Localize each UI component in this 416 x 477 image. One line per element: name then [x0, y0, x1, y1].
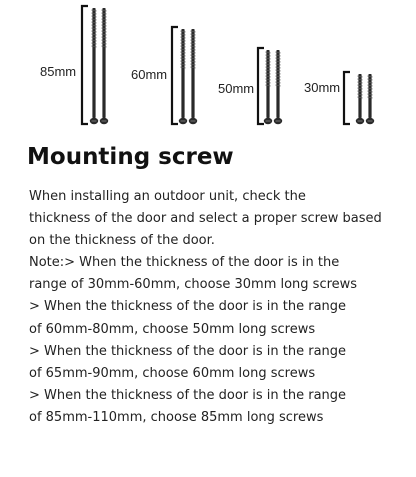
screw-label-50mm: 50mm	[218, 81, 255, 96]
description-line: of 65mm-90mm, choose 60mm long screws	[29, 365, 316, 381]
screw-icon	[366, 74, 374, 124]
bracket-icon	[172, 27, 178, 124]
screw-label-30mm: 30mm	[304, 80, 341, 95]
description-line: Note:> When the thickness of the door is in the	[29, 255, 340, 271]
description	[29, 186, 409, 429]
screw-label-85mm: 85mm	[40, 64, 77, 79]
screw-label-60mm: 60mm	[131, 67, 168, 82]
screw-icon	[179, 29, 187, 124]
screw-icon	[356, 74, 364, 124]
page-title: Mounting screw	[27, 144, 234, 170]
description-line: > When the thickness of the door is in the range	[29, 387, 347, 403]
screw-icon	[274, 50, 282, 124]
description-line: on the thickness of the door.	[29, 233, 215, 249]
description-line: > When the thickness of the door is in the range	[29, 343, 347, 359]
screw-group	[344, 72, 374, 124]
screw-group	[82, 6, 108, 124]
bracket-icon	[344, 72, 350, 124]
bracket-icon	[82, 6, 88, 124]
screw-icon	[90, 8, 98, 124]
screw-size-figure	[0, 0, 416, 140]
description-line: of 85mm-110mm, choose 85mm long screws	[29, 409, 324, 425]
description-line: range of 30mm-60mm, choose 30mm long screws	[29, 277, 358, 293]
description-line: thickness of the door and select a proper screw based	[29, 211, 382, 227]
description-line: > When the thickness of the door is in the range	[29, 299, 347, 315]
screw-group	[172, 27, 197, 124]
bracket-icon	[258, 48, 264, 124]
screw-icon	[264, 50, 272, 124]
screw-icon	[100, 8, 108, 124]
description-line: When installing an outdoor unit, check the	[29, 189, 306, 204]
screw-group	[258, 48, 282, 124]
screw-icon	[189, 29, 197, 124]
description-line: of 60mm-80mm, choose 50mm long screws	[29, 321, 316, 337]
